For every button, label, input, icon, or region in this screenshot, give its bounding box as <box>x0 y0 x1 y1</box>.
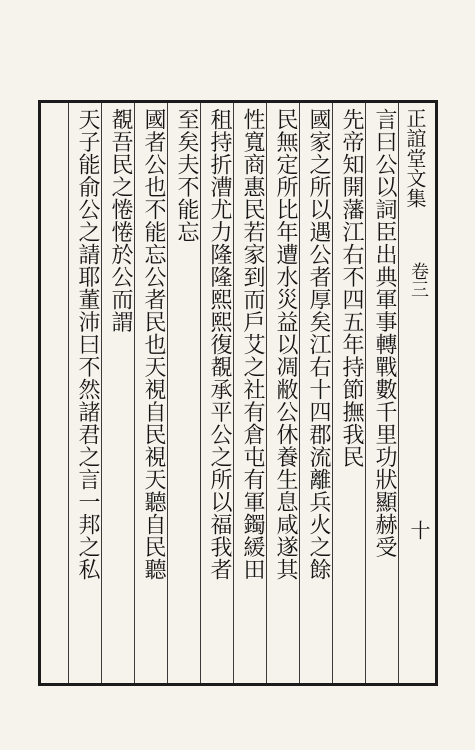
volume-label: 卷三 <box>408 262 429 298</box>
column-rule <box>365 103 366 683</box>
column-rule <box>398 103 399 683</box>
column-rule <box>68 103 69 683</box>
column-rule <box>233 103 234 683</box>
text-column-7: 至矣夫不能忘 <box>174 108 199 243</box>
column-rule <box>167 103 168 683</box>
column-rule <box>101 103 102 683</box>
column-rule <box>266 103 267 683</box>
text-column-8: 國者公也不能忘公者民也天視自民視天聽自民聽 <box>141 108 166 581</box>
text-column-9: 覩吾民之惓惓於公而謂 <box>108 108 133 333</box>
column-rule <box>332 103 333 683</box>
column-rule <box>200 103 201 683</box>
text-column-10: 天子能俞公之請耶董沛曰不然諸君之言一邦之私 <box>75 108 100 581</box>
page-number: 十 <box>407 520 431 540</box>
column-rule <box>299 103 300 683</box>
text-column-6: 租持折漕尤力隆隆熙熙復覩承平公之所以福我者 <box>207 108 232 581</box>
text-column-3: 國家之所以遇公者厚矣江右十四郡流離兵火之餘 <box>306 108 331 581</box>
text-column-2: 先帝知開藩江右不四五年持節撫我民 <box>339 108 364 468</box>
book-title: 正誼堂文集 <box>403 108 427 208</box>
text-column-5: 性寬商惠民若家到而戶艾之社有倉屯有軍鐲緩田 <box>240 108 265 581</box>
text-column-1: 言曰公以詞臣出典軍事轉戰數千里功狀顯赫受 <box>372 108 397 558</box>
text-column-4: 民無定所比年遭水災益以凋敝公休養生息咸遂其 <box>273 108 298 581</box>
column-rule <box>134 103 135 683</box>
